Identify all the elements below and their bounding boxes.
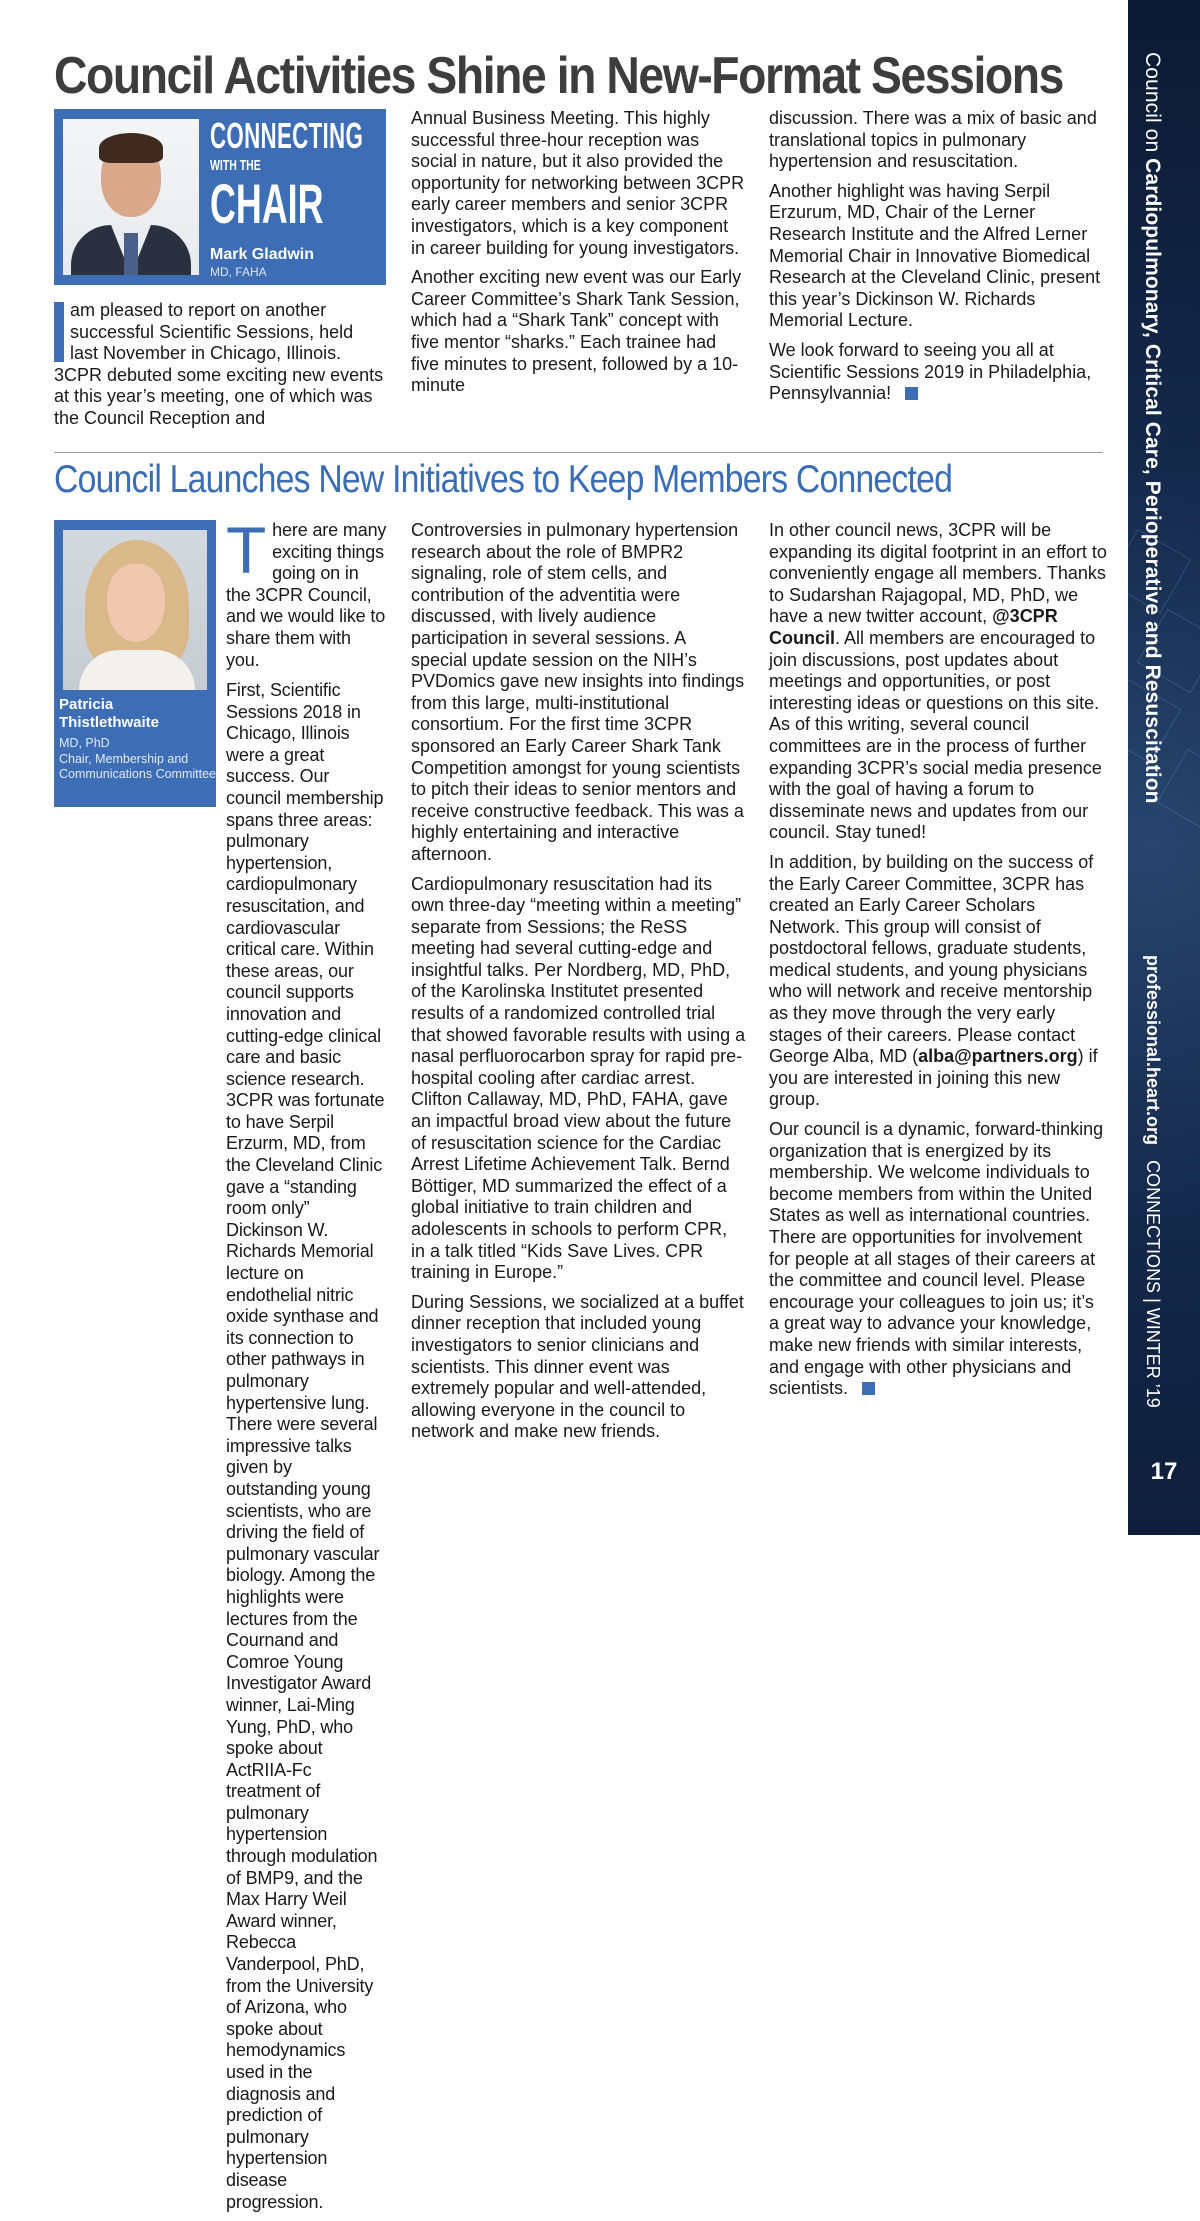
dropcap-t: T xyxy=(226,513,267,587)
article2-col2-p1: Controversies in pulmonary hypertension research about the role of BMPR2 signaling, role of stem cells, and contribution of the adventitia were discussed, with lively audience participation in several sessions. A special update session on the NIH’s PVDomics gave new insights into findings from this large, multi-institutional consortium. For the first time 3CPR sponsored an Early Career Shark Tank Competition amongst for young scientists to pitch their ideas to senior mentors and receive constructive feedback. This was a highly entertaining and interactive afternoon. xyxy=(411,520,745,864)
article2-intro-text: here are many exciting things going on in the 3CPR Council, and we would like to share them with you. xyxy=(226,520,387,670)
article1-col2-p1: Annual Business Meeting. This highly successful three-hour reception was social in nature, but it also provided the opportunity for networking between 3CPR early career members and senior 3CPR investigators, which is a key component in career building for young investigators. xyxy=(411,108,745,258)
article1-column-3 xyxy=(769,108,1107,413)
badge-line-with-the: WITH THE xyxy=(210,157,261,174)
article2-column-3 xyxy=(769,520,1107,1408)
article2-col1-p2: First, Scientific Sessions 2018 in Chicago, Illinois were a great success. Our council membership spans three areas: pulmonary hypertension, cardiopulmonary resuscitation, and cardiovascular critical care. Within these areas, our council supports innovation and cutting-edge clinical care and basic science research. 3CPR was fortunate to have Serpil Erzurm, MD, from the Cleveland Clinic gave a “standing room only” Dickinson W. Richards Memorial lecture on endothelial nitric oxide synthase and its connection to other pathways in pulmonary hypertensive lung. There were several impressive talks given by outstanding young scientists, who are driving the field of pulmonary vascular biology. Among the highlights were lectures from the Cournand and Comroe Young Investigator Award winner, Lai-Ming Yung, PhD, who spoke about ActRIIA-Fc treatment of pulmonary hypertension through modulation of BMP9, and the Max Harry Weil Award winner, Rebecca Vanderpool, PhD, from the University of Arizona, who spoke about hemodynamics used in the diagnosis and prediction of pulmonary hypertension disease progression. xyxy=(226,680,385,2212)
section-divider xyxy=(54,452,1103,453)
end-mark-icon xyxy=(862,1382,875,1395)
author-degrees: MD, PhD xyxy=(59,736,110,750)
article1-title: Council Activities Shine in New-Format Sessions xyxy=(54,47,1063,105)
article2-column-1 xyxy=(54,680,388,2221)
chair-name: Mark Gladwin xyxy=(210,246,315,263)
article2-col3-p2: In addition, by building on the success of the Early Career Committee, 3CPR has created an Early Career Scholars Network. This group will consist of postdoctoral fellows, graduate students, medical students, and young physicians who will network and receive mentorship as they move through the very early stages of their careers. Please contact George Alba, MD (alba@partners.org) if you are interested in joining this new group. xyxy=(769,851,1098,1110)
badge-line-chair: CHAIR xyxy=(210,172,324,235)
author-name: Patricia Thistlethwaite xyxy=(59,696,160,731)
chair-credentials: MD, FAHA xyxy=(210,265,267,279)
connecting-with-the-chair-badge xyxy=(54,109,386,285)
dropcap-i xyxy=(54,302,64,362)
patricia-thistlethwaite-portrait xyxy=(63,530,207,690)
article2-col2-p3: During Sessions, we socialized at a buffet dinner reception that included young investigators to senior clinicians and scientists. This dinner event was extremely popular and well-attended, allowing everyone in the council to network and make new friends. xyxy=(411,1291,744,1442)
twitter-handle-link[interactable]: @3CPR Council xyxy=(769,606,1058,648)
article2-column-2 xyxy=(411,520,746,1451)
email-link[interactable]: alba@partners.org xyxy=(918,1046,1078,1067)
article1-col2-p2: Another exciting new event was our Early Career Committee’s Shark Tank Session, which had a “Shark Tank” concept with five mentor “sharks.” Each trainee had five minutes to present, followed by a 10-minute xyxy=(411,267,742,396)
article2-col2-p2: Cardiopulmonary resuscitation had its own three-day “meeting within a meeting” separate from Sessions; the ReSS meeting had several cutting-edge and insightful talks. Per Nordberg, MD, PhD, of the Karolinska Institutet presented results of a randomized controlled trial that showed favorable results with using a nasal perfluorocarbon spray for rapid pre-hospital cooling after cardiac arrest. Clifton Callaway, MD, PhD, FAHA, gave an impactful broad view about the future of resuscitation science for the Cardiac Arrest Lifetime Achievement Talk. Bernd Böttiger, MD summarized the effect of a global initiative to train children and adolescents in schools to perform CPR, in a talk titled “Kids Save Lives. CPR training in Europe.” xyxy=(411,873,746,1283)
article1-column-2 xyxy=(411,108,746,405)
website-link[interactable]: professional.heart.org xyxy=(1143,955,1163,1146)
article1-col3-p3: We look forward to seeing you all at Scientific Sessions 2019 in Philadelphia, Pennsylvannia! xyxy=(769,339,1092,404)
vertical-sidebar xyxy=(1128,0,1200,1535)
article1-col3-p1: discussion. There was a mix of basic and translational topics in pulmonary hypertension and resuscitation. xyxy=(769,108,1097,172)
article2-col3-p3: Our council is a dynamic, forward-thinking organization that is energized by its membership. We welcome individuals to become members from within the United States as well as international countries. There are opportunities for involvement for people at all stages of their careers at the committee and council level. Please encourage your colleagues to join us; it’s a great way to advance your knowledge, make new friends with similar interests, and engage with other physicians and scientists. xyxy=(769,1119,1104,1399)
badge-line-connecting: CONNECTING xyxy=(210,115,364,156)
article1-col3-p2: Another highlight was having Serpil Erzurum, MD, Chair of the Lerner Research Institute and the Alfred Lerner Memorial Chair in Innovative Biomedical Research at the Cleveland Clinic, present this year’s Dickinson W. Richards Memorial Lecture. xyxy=(769,180,1101,331)
site-and-issue-vertical: professional.heart.org CONNECTIONS | WINTER ’19 xyxy=(1143,955,1163,1408)
article1-col1-text: am pleased to report on another successful Scientific Sessions, held last November in Chicago, Illinois. 3CPR debuted some exciting new events at this year’s meeting, one of which was the Council Reception and xyxy=(54,300,384,428)
author-role: Chair, Membership and Communications Committee xyxy=(59,751,216,781)
article2-col3-p1: In other council news, 3CPR will be expanding its digital footprint in an effort to conveniently engage all members. Thanks to Sudarshan Rajagopal, MD, PhD, we have a new twitter account, @3CPR Council. All members are encouraged to join discussions, post updates about meetings and opportunities, or post interesting ideas or questions on this site. As of this writing, several council committees are in the process of further expanding 3CPR’s social media presence with the goal of having a forum to disseminate news and updates from our council. Stay tuned! xyxy=(769,520,1107,843)
end-mark-icon xyxy=(905,387,918,400)
mark-gladwin-portrait xyxy=(63,119,199,275)
article2-intro-column xyxy=(226,513,388,679)
page-number: 17 xyxy=(1150,1458,1178,1485)
council-name-vertical: Council on Cardiopulmonary, Critical Care, Perioperative and Resuscitation xyxy=(1141,52,1164,804)
article1-column-1 xyxy=(54,300,386,438)
article2-title: Council Launches New Initiatives to Keep Members Connected xyxy=(54,458,953,501)
